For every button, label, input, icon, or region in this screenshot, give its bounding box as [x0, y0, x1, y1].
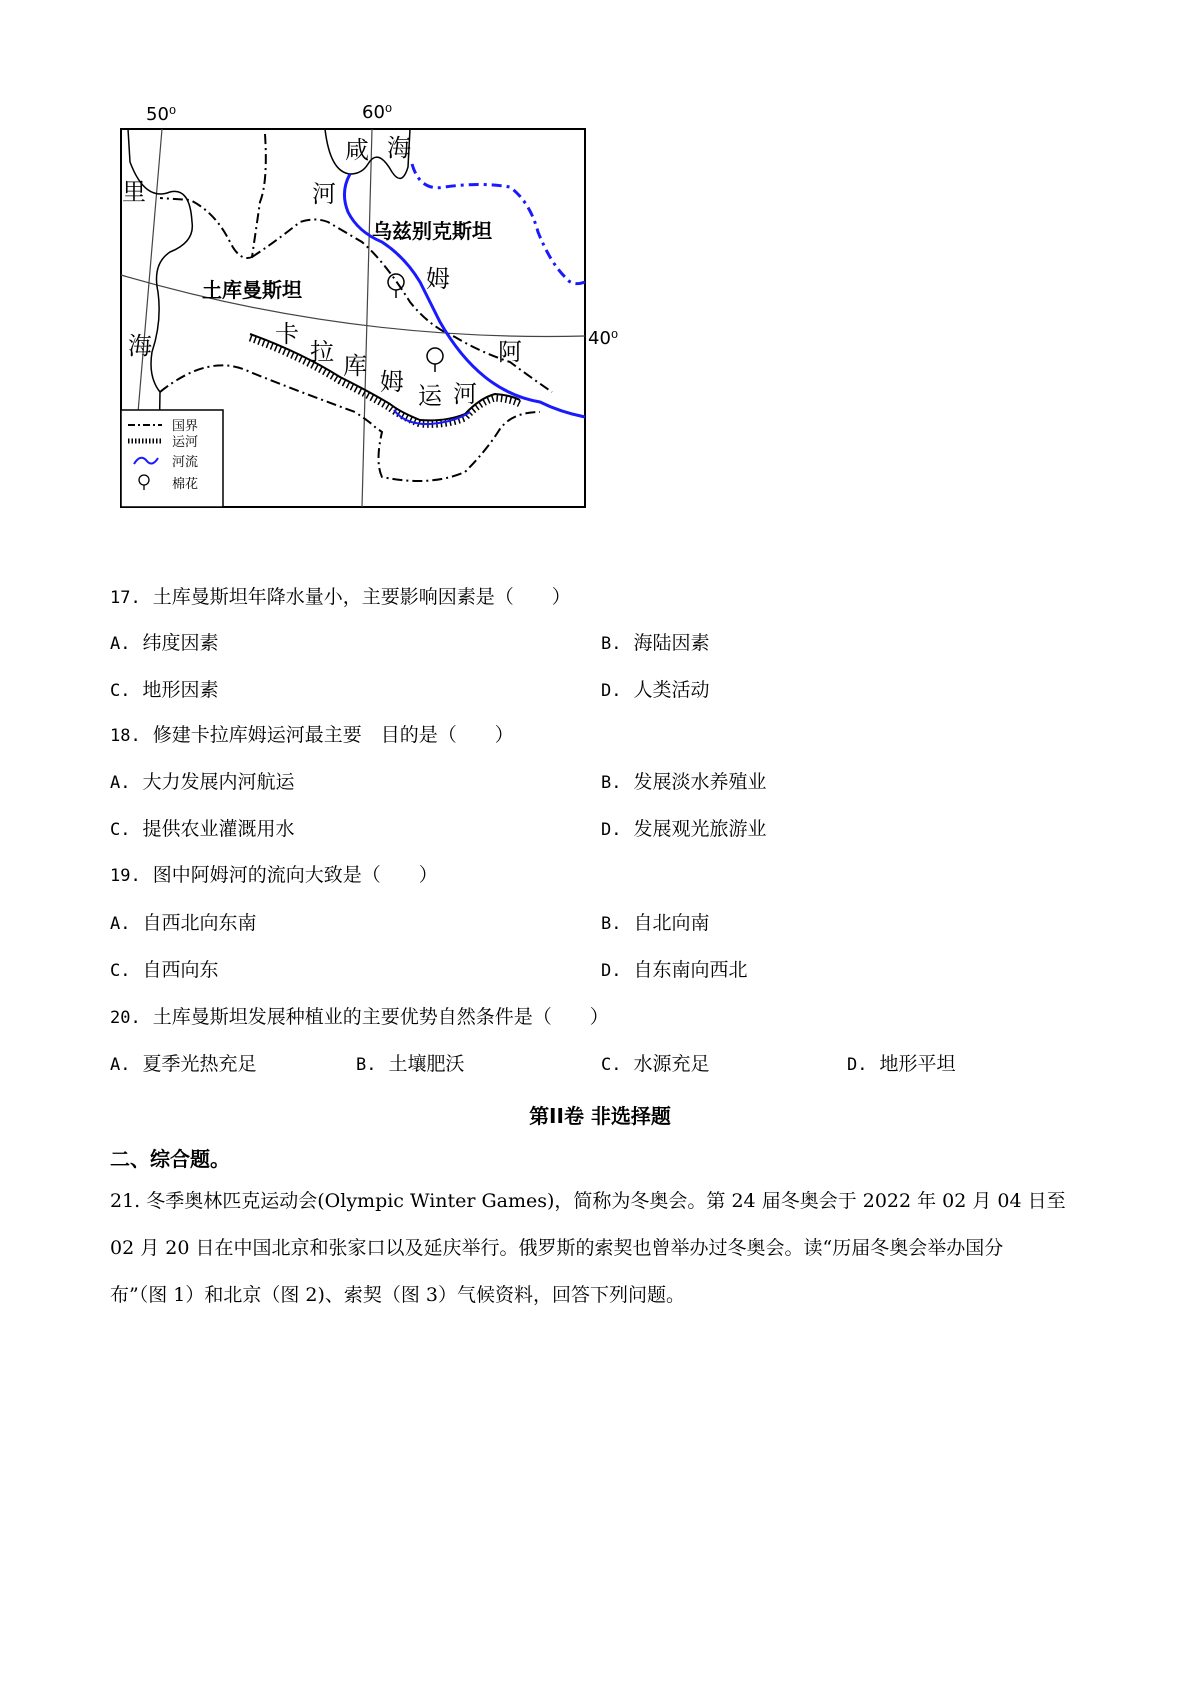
question-18 — [110, 720, 514, 747]
label-xian: 咸 — [345, 136, 369, 164]
question-text: 土库曼斯坦年降水量小，主要影响因素是（ ） — [152, 586, 571, 608]
option-17c[interactable]: C. 地形因素 — [110, 679, 219, 701]
label-ku: 库 — [343, 352, 367, 380]
question-number: 19. — [110, 866, 141, 886]
lon-60-label: 60⁰ — [362, 102, 393, 123]
label-turkmenistan: 土库曼斯坦 — [202, 278, 302, 302]
question-19 — [110, 860, 438, 887]
question-number: 18. — [110, 726, 141, 746]
lat-40-label: 40⁰ — [588, 328, 619, 349]
question-21 — [110, 1178, 1100, 1319]
label-ka: 卡 — [275, 320, 299, 348]
central-asia-map — [100, 92, 660, 552]
section-title: 第II卷 非选择题 — [529, 1104, 671, 1128]
option-18d[interactable]: D. 发展观光旅游业 — [601, 818, 767, 840]
question-number: 17. — [110, 588, 141, 608]
legend-cotton-label: 棉花 — [172, 477, 199, 492]
option-17d[interactable]: D. 人类活动 — [601, 679, 710, 701]
question-21-line: 21. 冬季奥林匹克运动会(Olympic Winter Games)，简称为冬奥会。第 24 届冬奥会于 2022 年 02 月 04 日至 — [110, 1190, 1066, 1212]
option-20d[interactable]: D. 地形平坦 — [847, 1053, 956, 1075]
legend-river-label: 河流 — [172, 455, 199, 470]
question-number: 20. — [110, 1008, 141, 1028]
question-text: 图中阿姆河的流向大致是（ ） — [152, 864, 438, 886]
legend-border-label: 国界 — [172, 419, 199, 434]
question-text: 土库曼斯坦发展种植业的主要优势自然条件是（ ） — [152, 1006, 609, 1028]
option-18b[interactable]: B. 发展淡水养殖业 — [601, 771, 767, 793]
label-li: 里 — [122, 178, 146, 206]
option-20a[interactable]: A. 夏季光热充足 — [110, 1053, 257, 1075]
option-18a[interactable]: A. 大力发展内河航运 — [110, 771, 295, 793]
option-18c[interactable]: C. 提供农业灌溉用水 — [110, 818, 295, 840]
label-he-canal: 河 — [453, 380, 477, 408]
label-la: 拉 — [310, 338, 334, 366]
question-21-line: 02 月 20 日在中国北京和张家口以及延庆举行。俄罗斯的索契也曾举办过冬奥会。读“历届冬奥会举办国分 — [110, 1237, 1004, 1259]
option-19d[interactable]: D. 自东南向西北 — [601, 959, 748, 981]
option-17b[interactable]: B. 海陆因素 — [601, 632, 710, 654]
option-20b[interactable]: B. 土壤肥沃 — [356, 1053, 465, 1075]
label-mu-amu: 姆 — [426, 265, 450, 293]
question-21-line: 布”（图 1）和北京（图 2)、索契（图 3）气候资料，回答下列问题。 — [110, 1284, 686, 1306]
label-hai-top: 海 — [387, 134, 411, 162]
question-17 — [110, 582, 571, 609]
label-mu-canal: 姆 — [380, 368, 404, 396]
option-17a[interactable]: A. 纬度因素 — [110, 632, 219, 654]
label-he-left: 河 — [312, 180, 336, 208]
question-20 — [110, 1002, 609, 1029]
label-a: 阿 — [498, 338, 522, 366]
label-hai-left: 海 — [128, 332, 152, 360]
question-text: 修建卡拉库姆运河最主要 目的是（ ） — [152, 724, 514, 746]
lon-50-label: 50⁰ — [146, 104, 177, 125]
option-19c[interactable]: C. 自西向东 — [110, 959, 219, 981]
legend-canal-label: 运河 — [172, 435, 199, 450]
option-20c[interactable]: C. 水源充足 — [601, 1053, 710, 1075]
label-uzbekistan: 乌兹别克斯坦 — [372, 219, 492, 243]
section-heading: 二、综合题。 — [110, 1147, 230, 1171]
label-yun: 运 — [418, 382, 442, 410]
option-19a[interactable]: A. 自西北向东南 — [110, 912, 257, 934]
option-19b[interactable]: B. 自北向南 — [601, 912, 710, 934]
